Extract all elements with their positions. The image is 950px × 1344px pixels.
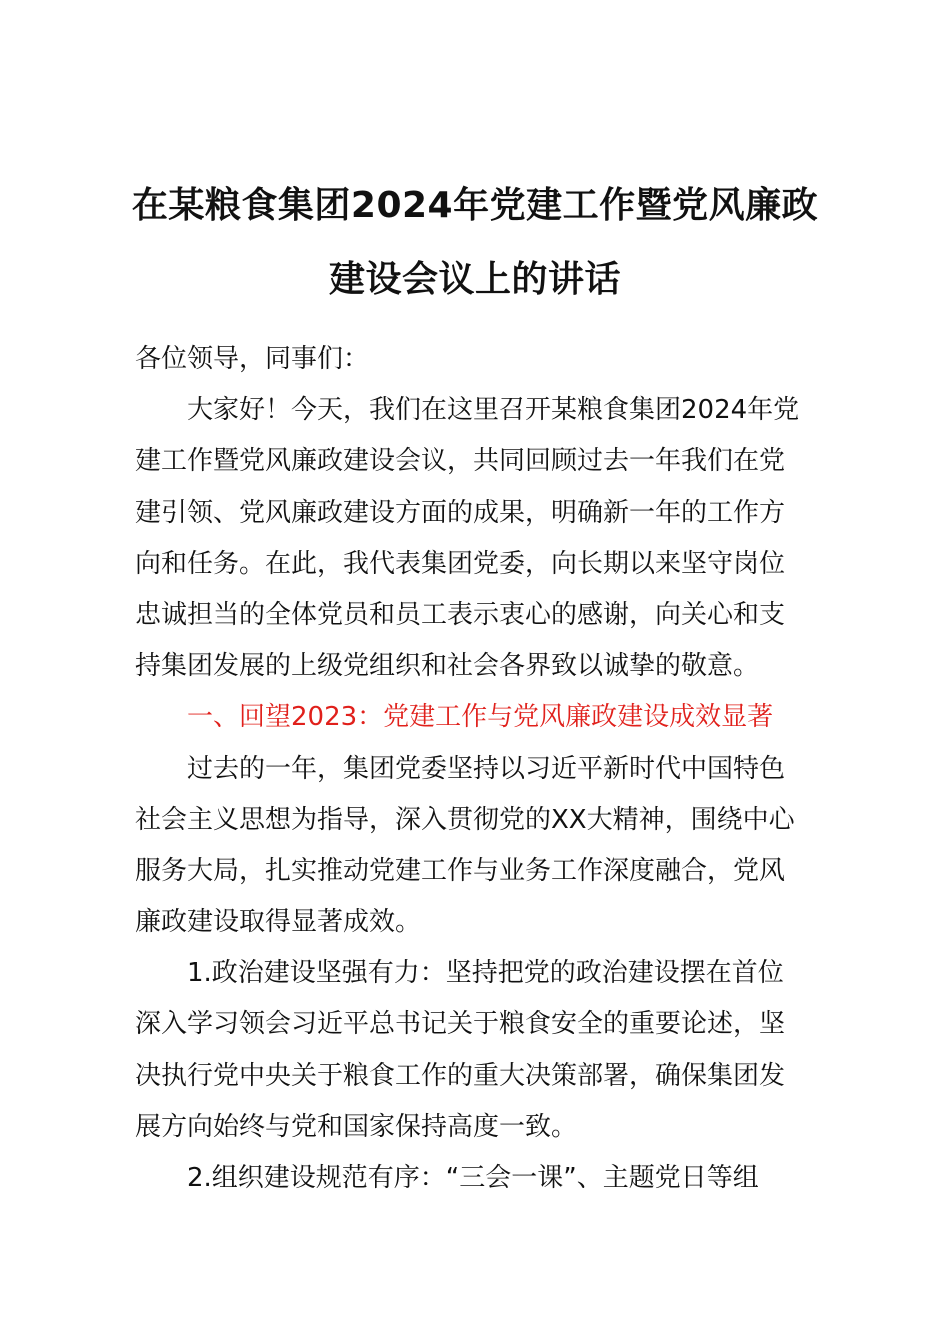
body-line: 建工作暨党风廉政建设会议，共同回顾过去一年我们在党: [135, 446, 786, 477]
document-body: [135, 334, 845, 1204]
body-line: 1.政治建设坚强有力：坚持把党的政治建设摆在首位: [187, 958, 784, 989]
document-title-line-1: 在某粮食集团2024年党建工作暨党风廉政: [131, 185, 819, 226]
salutation-line: 各位领导，同事们：: [135, 344, 370, 374]
body-line: 服务大局，扎实推动党建工作与业务工作深度融合，党风: [135, 855, 786, 886]
body-line: 过去的一年，集团党委坚持以习近平新时代中国特色: [187, 753, 786, 784]
body-line: 持集团发展的上级党组织和社会各界致以诚挚的敬意。: [135, 651, 760, 682]
body-line: 建引领、党风廉政建设方面的成果，明确新一年的工作方: [135, 497, 786, 528]
body-line: 展方向始终与党和国家保持高度一致。: [135, 1111, 578, 1142]
body-line: 社会主义思想为指导，深入贯彻党的XX大精神，围绕中心: [135, 804, 795, 835]
body-line: 向和任务。在此，我代表集团党委，向长期以来坚守岗位: [135, 548, 786, 579]
body-line: 深入学习领会习近平总书记关于粮食安全的重要论述，坚: [135, 1009, 786, 1040]
section-heading: 一、回望2023：党建工作与党风廉政建设成效显著: [187, 702, 774, 733]
document-title-line-2: 建设会议上的讲话: [328, 259, 621, 300]
body-line: 廉政建设取得显著成效。: [135, 907, 422, 938]
body-line: 决执行党中央关于粮食工作的重大决策部署，确保集团发: [135, 1060, 786, 1091]
body-line: 忠诚担当的全体党员和员工表示衷心的感谢，向关心和支: [135, 599, 786, 630]
body-line: 2.组织建设规范有序：“三会一课”、主题党日等组: [187, 1163, 759, 1193]
body-line: 大家好！今天，我们在这里召开某粮食集团2024年党: [187, 395, 800, 426]
